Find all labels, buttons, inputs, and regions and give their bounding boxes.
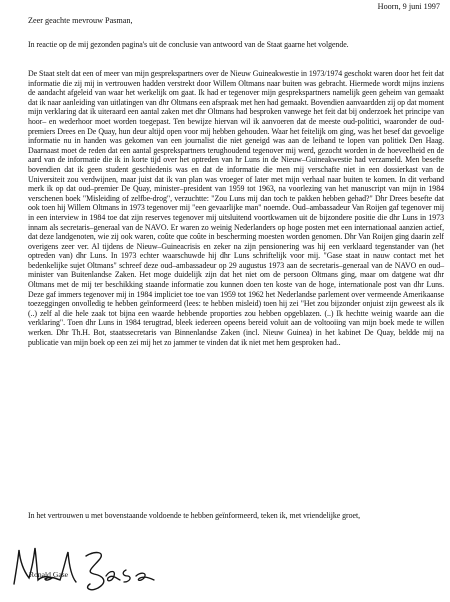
signer-name: Ronald Gase: [29, 570, 69, 579]
closing-paragraph: In het vertrouwen u met bovenstaande voldoende te hebben geïnformeerd, teken ik, met vriendelijke groet,: [28, 511, 361, 520]
place-date: Hoorn, 9 juni 1997: [377, 2, 440, 11]
intro-paragraph: In reactie op de mij gezonden pagina's uit de conclusie van antwoord van de Staat gaarne het volgende.: [28, 40, 349, 49]
salutation: Zeer geachte mevrouw Pasman,: [28, 16, 133, 25]
handwritten-signature: [2, 542, 172, 600]
main-paragraph: De Staat stelt dat een of meer van mijn gesprekspartners over de Nieuw Guineakwestie in 1973/1974 geschokt waren door het feit dat informatie die zij mij in vertrouwen hadden verstrekt door Willem Oltmans naar buiten was gebracht. Hiermede wordt mijns inziens de aandacht afgeleid van waar het werkelijk om gaat. Ik had er tegenover mijn gesprekspartners namelijk geen geheim van gemaakt dat ik naar aanleiding van uitlatingen van dhr Oltmans een afspraak met hen had gemaakt. Bovendien aanvaardden zij op dat moment mijn verklaring dat ik uiteraard een aantal zaken met dhr Oltmans had besproken vanwege het feit dat bij onderzoek het principe van hoor– en wederhoor moet worden toegepast. Ten bewijze hiervan wil ik aanvoeren dat de meeste oud-politici, waaronder de oud-premiers Drees en De Quay, hun deur altijd open voor mij hebben gehouden. Waar het feitelijk om ging, was het besef dat gevoelige informatie nu in handen was gekomen van een journalist die niet geneigd was aan de leiband te lopen van politiek Den Haag. Daarnaast moet de reden dat een aantal gesprekspartners terughoudend tegenover mij werd, gezocht worden in de hoeveelheid en de aard van de informatie die ik in korte tijd over het optreden van hr Luns in de Nieuw–Guineakwestie had verzameld. Men besefte bovendien dat ik geen student geschiedenis was en dat de informatie die men mij verschafte niet in een dossierkast van de Universiteit zou verdwijnen, maar juist dat ik van plan was vroeger of later met mijn verhaal naar buiten te komen. In dit verband merk ik op dat oud–premier De Quay, minister–president van 1959 tot 1963, na voorlezing van het manuscript van mijn in 1984 verschenen boek "Misleiding of zelfbe-drog", verzuchtte: "Zou Luns mij dan toch te pakken hebben gehad?" Dhr Drees besefte dat ook toen hij Willem Oltmans in 1973 tegenover mij "een gevaarlijke man" noemde. Oud–ambassadeur Van Roijen gaf tegenover mij in een interview in 1984 toe dat zijn reserves tegenover mij uitsluitend voortkwamen uit de bijzondere positie die dhr Luns in 1973 innam als secretaris–generaal van de NAVO. Er waren zo weinig Nederlanders op hoge posten met een internationaal aanzien actief, dat deze landgenoten, wie zij ook waren, coûte que coûte in bescherming moesten worden genomen. Dhr Van Roijen ging daarin zelf overigens zeer ver. Al tijdens de Nieuw–Guineacrisis en zeker na zijn pensionering was hij een verklaard tegenstander van (het optreden van) dhr Luns. In 1973 echter waarschuwde hij dhr Luns schriftelijk voor mij. "Gase staat in nauw contact met het bedenkelijke sujet Oltmans" schreef deze oud–ambassadeur op 29 augustus 1973 aan de secretaris–generaal van de NAVO en oud–minister van Buitenlandse Zaken. Het moge duidelijk zijn dat het niet om de persoon Oltmans ging, maar om datgene wat dhr Oltmans met de mij ter beschikking staande informatie zou kunnen doen ten koste van de hoge, internationale post van dhr Luns. Deze gaf immers tegenover mij in 1984 impliciet toe toe van 1959 tot 1962 het Nederlandse parlement over vermeende Amerikaanse toezeggingen onvolledig te hebben geïnformeerd (lees: te hebben misleid) toen hij zei "Het zou bijzonder onjuist zijn geweest als ik (..) zelf al die hele zaak tot bijna een waarde hebbende proporties zou hebben opgeblazen. (..) Ik hechtte weinig waarde aan die verklaring". Toen dhr Luns in 1984 terugtrad, bleek iedereen opeens bereid voluit aan de voltooiing van mijn boek mede te willen werken. Dhr Th.H. Bot, staatssecretaris van Binnenlandse Zaken (incl. Nieuw Guinea) in het kabinet De Quay, beldde mij na publicatie van mijn boek op een zei mij het zo jammer te vinden dat ik niet met hem gesproken had..: [28, 69, 444, 347]
